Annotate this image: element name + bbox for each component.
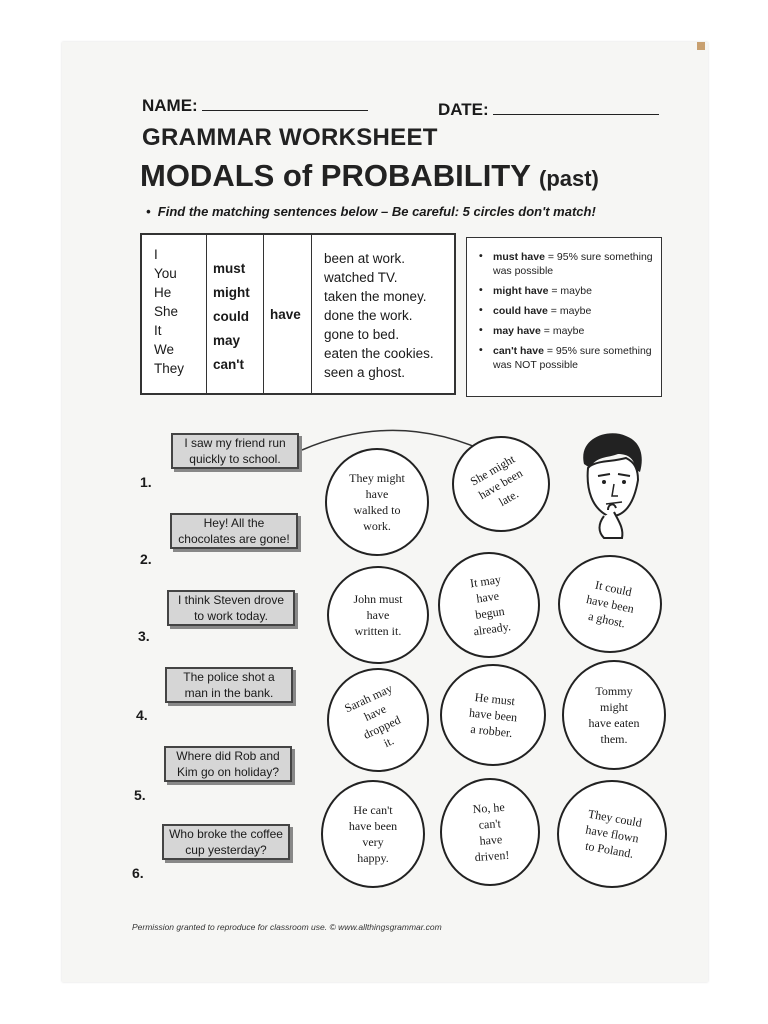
note-item: • may have = maybe — [479, 324, 585, 337]
modals-column: must might could may can't — [207, 235, 264, 393]
question-box-4: The police shot a man in the bank. — [165, 667, 293, 703]
permission-footer: Permission granted to reproduce for classroom use. © www.allthingsgrammar.com — [132, 922, 442, 932]
question-box-1: I saw my friend run quickly to school. — [171, 433, 299, 469]
answer-circle: John must have written it. — [327, 566, 429, 664]
main-title — [140, 158, 599, 194]
worksheet-title: GRAMMAR WORKSHEET — [142, 124, 438, 151]
answer-circle: No, he can't have driven! — [440, 778, 540, 886]
instruction-text: Find the matching sentences below – Be careful: 5 circles don't match! — [157, 204, 596, 219]
answer-circle: Tommy might have eaten them. — [562, 660, 666, 770]
participles-column: been at work. watched TV. taken the money. done the work. gone to bed. eaten the cookies. seen a ghost. — [324, 251, 434, 380]
instruction-bullet: • — [146, 204, 151, 219]
corner-mark — [697, 42, 705, 50]
note-item: • could have = maybe — [479, 304, 592, 317]
question-number-4: 4. — [136, 707, 148, 723]
answer-circle: He can't have been very happy. — [321, 780, 425, 888]
answer-circle: She might have been late. — [452, 436, 550, 532]
grammar-table — [140, 233, 456, 395]
subjects-column: I You He She It We They — [142, 235, 207, 393]
question-box-2: Hey! All the chocolates are gone! — [170, 513, 298, 549]
answer-circle: It may have begun already. — [438, 552, 540, 658]
question-box-6: Who broke the coffee cup yesterday? — [162, 824, 290, 860]
name-label: NAME: — [142, 96, 198, 115]
answer-circle: He must have been a robber. — [440, 664, 546, 766]
answer-circle: They could have flown to Poland. — [557, 780, 667, 888]
note-item: • can't have = 95% sure something was NOT possible — [479, 344, 652, 371]
instruction — [146, 204, 596, 219]
date-field — [438, 100, 659, 120]
name-line — [202, 110, 368, 111]
question-box-5: Where did Rob and Kim go on holiday? — [164, 746, 292, 782]
name-field — [142, 96, 368, 116]
auxiliary-column: have — [264, 235, 312, 393]
question-number-5: 5. — [134, 787, 146, 803]
main-title-text: MODALS of PROBABILITY — [140, 158, 531, 193]
question-number-1: 1. — [140, 474, 152, 490]
question-number-3: 3. — [138, 628, 150, 644]
question-number-2: 2. — [140, 551, 152, 567]
answer-circle: They might have walked to work. — [325, 448, 429, 556]
note-item: • must have = 95% sure something was possible — [479, 250, 653, 277]
note-item: • might have = maybe — [479, 284, 592, 297]
question-number-6: 6. — [132, 865, 144, 881]
main-title-sub: (past) — [539, 166, 599, 191]
modal-meanings-box — [466, 237, 662, 397]
date-line — [493, 114, 659, 115]
date-label: DATE: — [438, 100, 489, 119]
thinking-man-icon — [568, 428, 652, 540]
question-box-3: I think Steven drove to work today. — [167, 590, 295, 626]
answer-circle: Sarah may have dropped it. — [327, 668, 429, 772]
answer-circle: It could have been a ghost. — [558, 555, 662, 653]
